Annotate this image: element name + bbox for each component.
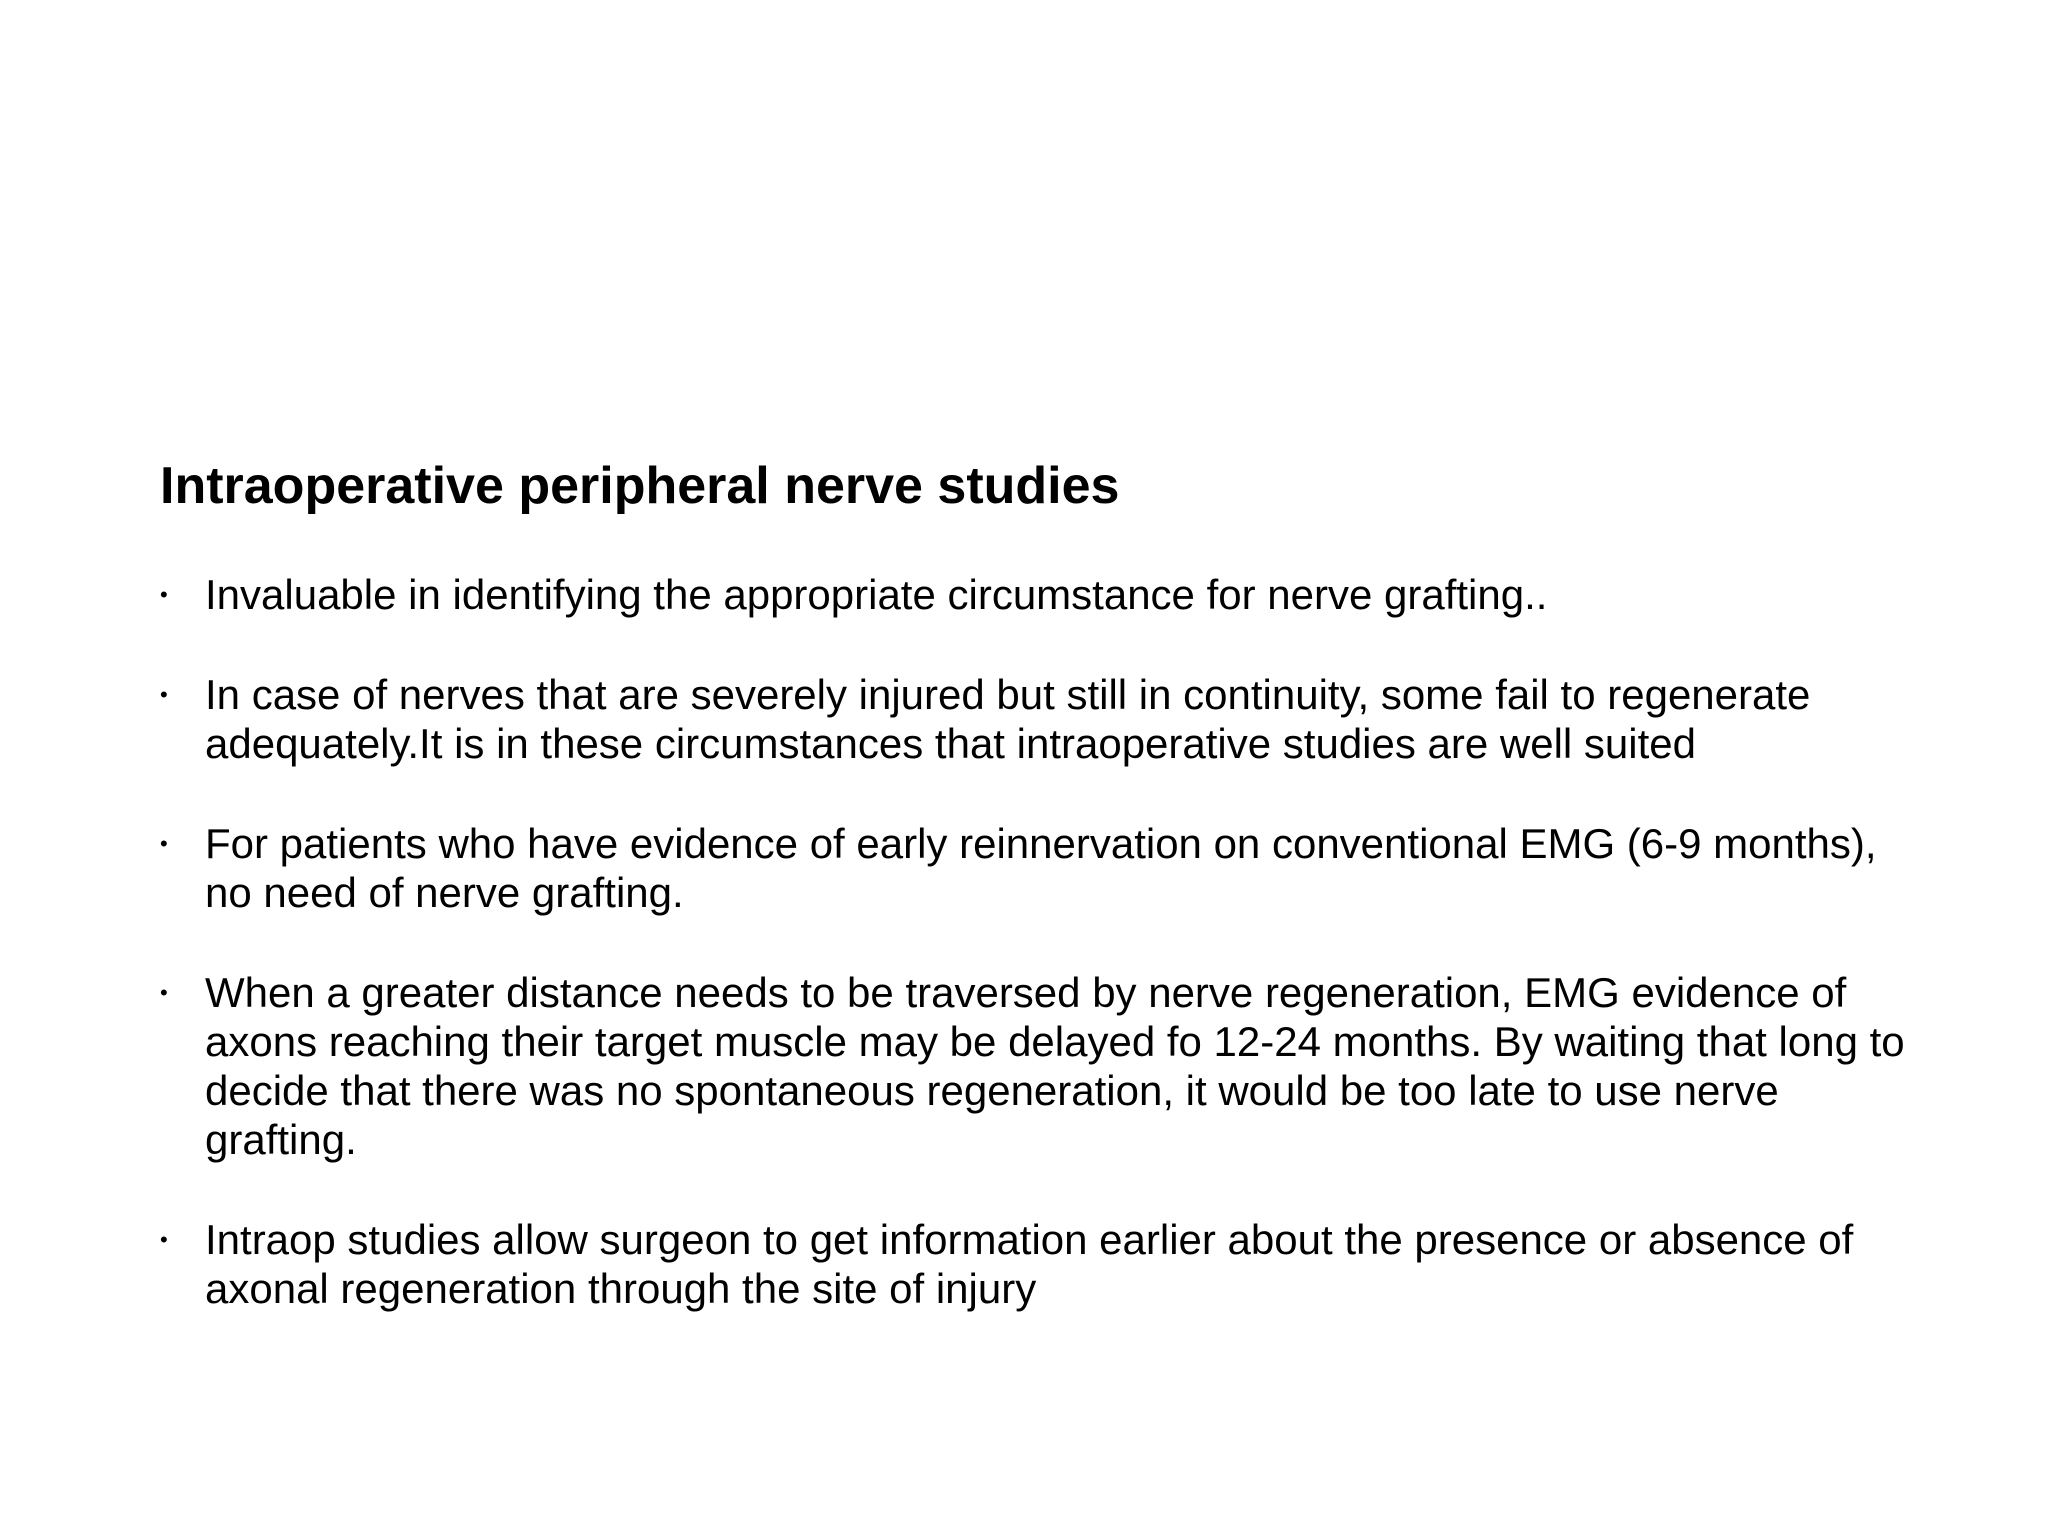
bullet-text: When a greater distance needs to be traversed by nerve regeneration, EMG evidence of axons reaching their target muscle may be delayed fo 12-24 months. By waiting that long to decide that there was no spontaneous regeneration, it would be too late to use nerve grafting. bbox=[205, 969, 1905, 1163]
bullet-icon: • bbox=[160, 682, 168, 707]
bullet-icon: • bbox=[160, 980, 168, 1005]
bullet-text: For patients who have evidence of early reinnervation on conventional EMG (6-9 months), no need of nerve grafting. bbox=[205, 820, 1877, 916]
bullet-text: In case of nerves that are severely injured but still in continuity, some fail to regenerate adequately.It is in these circumstances that intraoperative studies are well suited bbox=[205, 671, 1811, 767]
bullet-item-3 bbox=[160, 819, 1920, 917]
bullet-text: Invaluable in identifying the appropriate circumstance for nerve grafting.. bbox=[205, 571, 1548, 618]
bullet-item-5 bbox=[160, 1215, 1920, 1313]
bullet-item-1 bbox=[160, 570, 1920, 619]
bullet-item-4 bbox=[160, 968, 1920, 1164]
bullet-icon: • bbox=[160, 582, 168, 607]
bullet-icon: • bbox=[160, 1227, 168, 1252]
bullet-icon: • bbox=[160, 831, 168, 856]
bullet-item-2 bbox=[160, 670, 1920, 768]
bullet-list bbox=[160, 570, 1920, 1364]
slide-title: Intraoperative peripheral nerve studies bbox=[160, 457, 1120, 515]
bullet-text: Intraop studies allow surgeon to get information earlier about the presence or absence of axonal regeneration through the site of injury bbox=[205, 1216, 1854, 1312]
